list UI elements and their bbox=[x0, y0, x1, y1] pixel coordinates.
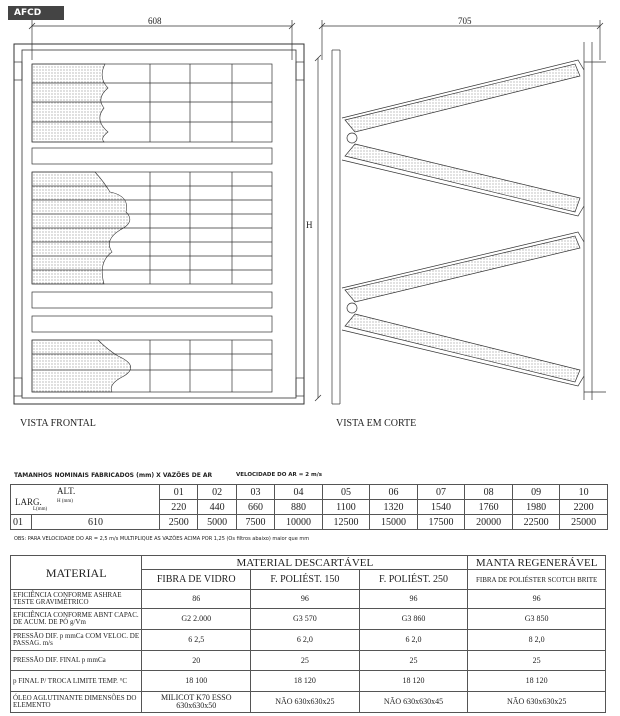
flow-cell: 12500 bbox=[322, 515, 370, 530]
flow-cell: 5000 bbox=[198, 515, 236, 530]
height-cell: 1760 bbox=[465, 500, 513, 515]
flow-cell: 17500 bbox=[417, 515, 465, 530]
larg-label: LARG. bbox=[15, 497, 42, 507]
h-unit-label: H (mm) bbox=[57, 499, 73, 504]
height-cell: 660 bbox=[236, 500, 274, 515]
flow-cell: 25000 bbox=[560, 515, 608, 530]
col-scotch-brite: FIBRA DE POLIÉSTER SCOTCH BRITE bbox=[468, 570, 606, 590]
flow-cell: 20000 bbox=[465, 515, 513, 530]
alt-label: ALT. bbox=[57, 486, 76, 496]
value-cell: 25 bbox=[468, 651, 606, 671]
value-cell: MILICOT K70 ESSO 630x630x50 bbox=[142, 692, 251, 713]
value-cell: NÃO 630x630x25 bbox=[468, 692, 606, 713]
row-code-cell: 01 bbox=[11, 515, 32, 530]
code-cell: 01 bbox=[160, 485, 198, 500]
code-cell: 08 bbox=[465, 485, 513, 500]
row-label: EFICIÊNCIA CONFORME ABNT CAPAC. DE ACUM. DE PÓ g/Vm bbox=[11, 609, 142, 630]
code-cell: 02 bbox=[198, 485, 236, 500]
front-width-dimension: 608 bbox=[148, 16, 162, 26]
section-view-label: VISTA EM CORTE bbox=[336, 418, 417, 429]
value-cell: G3 570 bbox=[251, 609, 360, 630]
section-width-dimension: 705 bbox=[458, 16, 472, 26]
code-cell: 09 bbox=[512, 485, 560, 500]
front-view-label: VISTA FRONTAL bbox=[20, 418, 96, 429]
row-label: EFICIÊNCIA CONFORME ASHRAE TESTE GRAVIMÉTRICO bbox=[11, 590, 142, 609]
air-speed-note: VELOCIDADE DO AR = 2 m/s bbox=[236, 472, 322, 478]
value-cell: NÃO 630x630x45 bbox=[359, 692, 468, 713]
code-cell: 10 bbox=[560, 485, 608, 500]
flow-cell: 22500 bbox=[512, 515, 560, 530]
value-cell: 25 bbox=[359, 651, 468, 671]
row-label: p FINAL P/ TROCA LIMITE TEMP. °C bbox=[11, 671, 142, 692]
row-label: PRESSÃO DIF. FINAL p mmCa bbox=[11, 651, 142, 671]
value-cell: G2 2.000 bbox=[142, 609, 251, 630]
value-cell: 96 bbox=[251, 590, 360, 609]
code-cell: 03 bbox=[236, 485, 274, 500]
value-cell: 86 bbox=[142, 590, 251, 609]
flow-cell: 10000 bbox=[275, 515, 323, 530]
value-cell: NÃO 630x630x25 bbox=[251, 692, 360, 713]
row-width-cell: 610 bbox=[32, 515, 160, 530]
code-cell: 07 bbox=[417, 485, 465, 500]
drawing-title: AFCD bbox=[8, 6, 64, 20]
height-cell: 1320 bbox=[370, 500, 418, 515]
flow-cell: 7500 bbox=[236, 515, 274, 530]
value-cell: 6 2,0 bbox=[359, 630, 468, 651]
sizes-table bbox=[10, 484, 608, 530]
code-cell: 05 bbox=[322, 485, 370, 500]
regenerable-header: MANTA REGENERÁVEL bbox=[468, 556, 606, 570]
value-cell: 18 120 bbox=[251, 671, 360, 692]
value-cell: 6 2,0 bbox=[251, 630, 360, 651]
value-cell: 96 bbox=[468, 590, 606, 609]
material-header: MATERIAL bbox=[11, 556, 142, 590]
row-label: PRESSÃO DIF. p mmCa COM VELOC. DE PASSAG. m/s bbox=[11, 630, 142, 651]
value-cell: 18 100 bbox=[142, 671, 251, 692]
value-cell: 18 120 bbox=[468, 671, 606, 692]
height-cell: 1540 bbox=[417, 500, 465, 515]
value-cell: 8 2,0 bbox=[468, 630, 606, 651]
flow-cell: 15000 bbox=[370, 515, 418, 530]
value-cell: 6 2,5 bbox=[142, 630, 251, 651]
row-label: ÓLEO AGLUTINANTE DIMENSÕES DO ELEMENTO bbox=[11, 692, 142, 713]
value-cell: G3 860 bbox=[359, 609, 468, 630]
velocity-note: OBS: PARA VELOCIDADE DO AR = 2,5 m/s MULTIPLIQUE AS VAZÕES ACIMA POR 1,25 (Os filtros abaixo) maior que mm bbox=[14, 536, 310, 542]
value-cell: 96 bbox=[359, 590, 468, 609]
header-cell bbox=[11, 485, 160, 515]
value-cell: G3 850 bbox=[468, 609, 606, 630]
col-fibra-vidro: FIBRA DE VIDRO bbox=[142, 570, 251, 590]
height-cell: 2200 bbox=[560, 500, 608, 515]
material-table bbox=[10, 555, 606, 713]
height-cell: 1980 bbox=[512, 500, 560, 515]
height-cell: 220 bbox=[160, 500, 198, 515]
col-poliest-150: F. POLIÉST. 150 bbox=[251, 570, 360, 590]
code-cell: 06 bbox=[370, 485, 418, 500]
value-cell: 25 bbox=[251, 651, 360, 671]
disposable-header: MATERIAL DESCARTÁVEL bbox=[142, 556, 468, 570]
col-poliest-250: F. POLIÉST. 250 bbox=[359, 570, 468, 590]
height-cell: 440 bbox=[198, 500, 236, 515]
value-cell: 18 120 bbox=[359, 671, 468, 692]
height-cell: 880 bbox=[275, 500, 323, 515]
height-cell: 1100 bbox=[322, 500, 370, 515]
value-cell: 20 bbox=[142, 651, 251, 671]
flow-cell: 2500 bbox=[160, 515, 198, 530]
l-unit-label: L(mm) bbox=[33, 507, 48, 512]
sizes-heading: TAMANHOS NOMINAIS FABRICADOS (mm) X VAZÕES DE AR bbox=[14, 472, 213, 479]
code-cell: 04 bbox=[275, 485, 323, 500]
height-dimension-label: H bbox=[306, 220, 313, 230]
